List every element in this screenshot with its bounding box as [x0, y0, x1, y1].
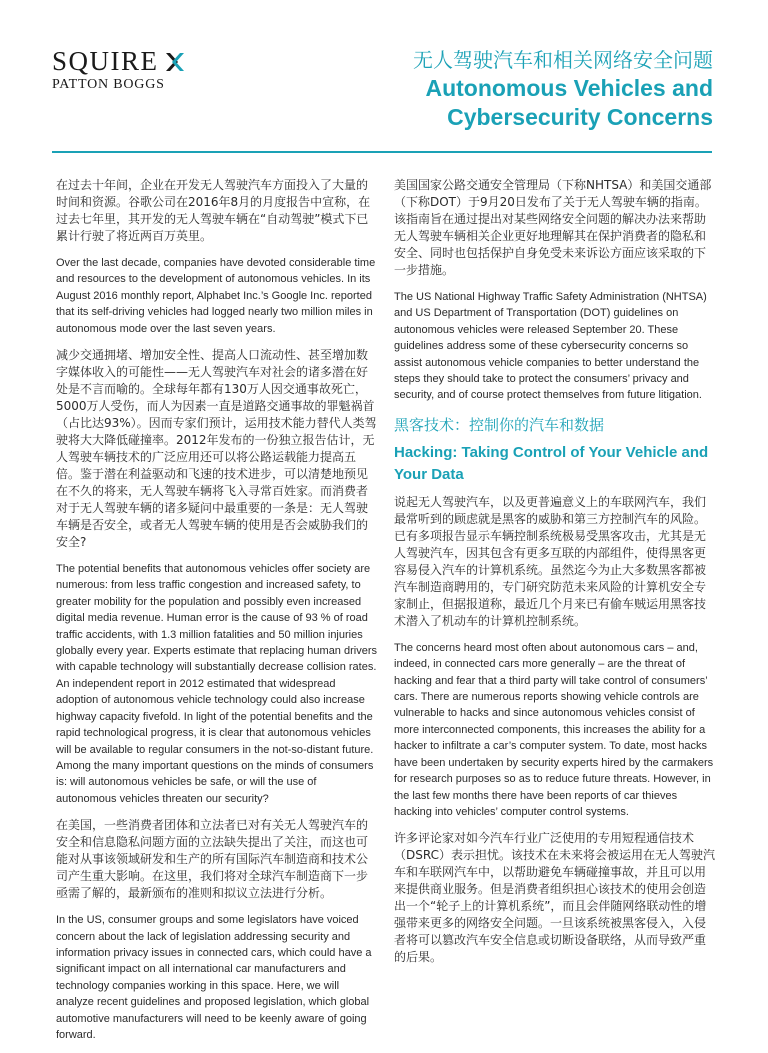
section-heading-hacking-cn: 黑客技术：控制你的汽车和数据	[394, 415, 605, 434]
paragraph-benefits-cn: 减少交通拥堵、增加安全性、提高人口流动性、甚至增加数字媒体收入的可能性——无人驾驶汽车对社会的诸多潜在好处是不言而喻的。全球每年都有130万人因交通事故死亡，5000万人受伤，而人为因素一直是道路交通事故的罪魁祸首（占比达93%）。因而专家们预计，运用技术能力替代人类驾驶将大大降低碰撞率。2012年发布的一份独立报告估计，无人驾驶车辆技术的广泛应用还可以将公路运载能力提高五倍。鉴于潜在利益驱动和飞速的技术进步，可以清楚地预见在不久的将来，无人驾驶车辆将飞入寻常百姓家。而消费者对于无人驾驶车辆的诸多疑问中最重要的一条是：无人驾驶车辆是否安全，或者无人驾驶车辆的使用是否会威胁我们的安全?	[56, 348, 377, 550]
title-english-line1: Autonomous Vehicles and	[425, 75, 713, 101]
paragraph-legislation-en: In the US, consumer groups and some legislators have voiced concern about the lack of legislation addressing security and information privacy issues in connected cars, which could have a significant impact on all international car manufacturers and technology companies working in this space. Here, we will analyze recent guidelines and proposed legislation, which global automotive manufacturers will need to be keenly aware of going forward.	[56, 914, 372, 1041]
paragraph-intro-cn: 在过去十年间，企业在开发无人驾驶汽车方面投入了大量的时间和资源。谷歌公司在2016年8月的月度报告中宣称，在过去七年里，其开发的无人驾驶车辆在“自动驾驶”模式下已累计行驶了将近两百万英里。	[56, 178, 371, 243]
paragraph-legislation-cn: 在美国，一些消费者团体和立法者已对有关无人驾驶汽车的安全和信息隐私问题方面的立法缺失提出了关注，而这也可能对从事该领域研发和生产的所有国际汽车制造商和技术公司产生重大影响。在这里，我们将对全球汽车制造商下一步亟需了解的，最新颁布的准则和拟议立法进行分析。	[56, 818, 369, 901]
logo-wordmark-squire: SQUIRE	[52, 46, 159, 76]
paragraph-nhtsa-en: The US National Highway Traffic Safety Administration (NHTSA) and US Department of Transportation (DOT) guidelines on autonomous vehicles were released September 20. These guidelines address some of these cybersecurity concerns so assist autonomous vehicle companies to better understand the steps they should take to protect the consumers’ privacy and security, and of course protect themselves from future litigation.	[394, 291, 707, 402]
section-heading-hacking-en: Hacking: Taking Control of Your Vehicle and Your Data	[394, 443, 709, 483]
paragraph-dsrc-cn: 许多评论家对如今汽车行业广泛使用的专用短程通信技术（DSRC）表示担忧。该技术在未来将会被运用在无人驾驶汽车和车联网汽车中，以帮助避免车辆碰撞事故，并且可以用来提供商业服务。但是消费者组织担心该技术的使用会创造出一个“轮子上的计算机系统”，而且会伴随网络联动性的增强带来更多的网络安全问题。一旦该系统被黑客侵入，入侵者将可以篡改汽车安全信息或切断设备联络，从而导致严重的后果。	[394, 831, 715, 965]
header-divider	[52, 151, 712, 153]
squire-logo-icon	[163, 50, 187, 74]
paragraph-nhtsa-cn: 美国国家公路交通安全管理局（下称NHTSA）和美国交通部（下称DOT）于9月20日发布了关于无人驾驶车辆的指南。该指南旨在通过提出对某些网络安全问题的解决办法来帮助无人驾驶车辆相关企业更好地理解其在保护消费者的隐私和安全、同时也包括保护自身免受未来诉讼方面应该采取的下一步措施。	[394, 178, 712, 277]
paragraph-benefits-en: The potential benefits that autonomous vehicles offer society are numerous: from less traffic congestion and increased safety, to greater mobility for the population and possibly even increased digital media revenue. Human error is the cause of 93 % of road traffic accidents, with 1.3 million fatalities and 50 million injuries globally every year. Experts estimate that replacing human drivers with capable technology will substantially decrease collision rates. An independent report in 2012 estimated that widespread adoption of autonomous vehicle technology could also increase highway capacity fivefold. In light of the potential benefits and the rapid technological progress, it is clear that autonomous vehicles will be available to regular consumers in the not-so-distant future. Among the many important questions on the minds of consumers is: will autonomous vehicles be safe, or will the use of autonomous vehicles threaten our security?	[56, 563, 377, 805]
paragraph-hacking-en: The concerns heard most often about autonomous cars – and, indeed, in connected cars more generally – are the threat of hacking and fear that a third party will take control of consumers’ cars. There are numerous reports showing vehicle controls are vulnerable to hacks and since autonomous vehicles consist of more interconnected components, this increases the ability for a hacker to infiltrate a car’s computer system. To date, most hacks have been undertaken by security experts hired by the carmakers for research purposes so as to reduce future threats. However, in the last few months there have been reports of car thieves hacking into vehicles’ computer control systems.	[394, 641, 714, 818]
title-chinese: 无人驾驶汽车和相关网络安全问题	[413, 48, 713, 72]
left-column	[56, 177, 378, 1053]
firm-logo	[52, 48, 187, 93]
paragraph-hacking-cn: 说起无人驾驶汽车，以及更普遍意义上的车联网汽车，我们最常听到的顾虑就是黑客的威胁和第三方控制汽车的风险。已有多项报告显示车辆控制系统极易受黑客攻击，尤其是无人驾驶汽车，因其包含有更多互联的内部组件，使得黑客更容易侵入汽车的计算机系统。虽然迄今为止大多数黑客都被汽车制造商聘用的，专门研究防范未来风险的计算机安全专家制止，但据报道称，最近几个月来已有偷车贼运用黑客技术潜入了机动车的计算机控制系统。	[394, 494, 707, 628]
logo-wordmark-patton-boggs: PATTON BOGGS	[52, 77, 165, 92]
document-title	[413, 46, 713, 132]
paragraph-intro-en: Over the last decade, companies have devoted considerable time and resources to the development of autonomous vehicles. In its August 2016 monthly report, Alphabet Inc.’s Google Inc. reported that its self-driving vehicles had logged nearly two million miles in autonomous mode over the last seven years.	[56, 257, 376, 335]
title-english-line2: Cybersecurity Concerns	[447, 104, 713, 130]
right-column	[394, 177, 716, 976]
